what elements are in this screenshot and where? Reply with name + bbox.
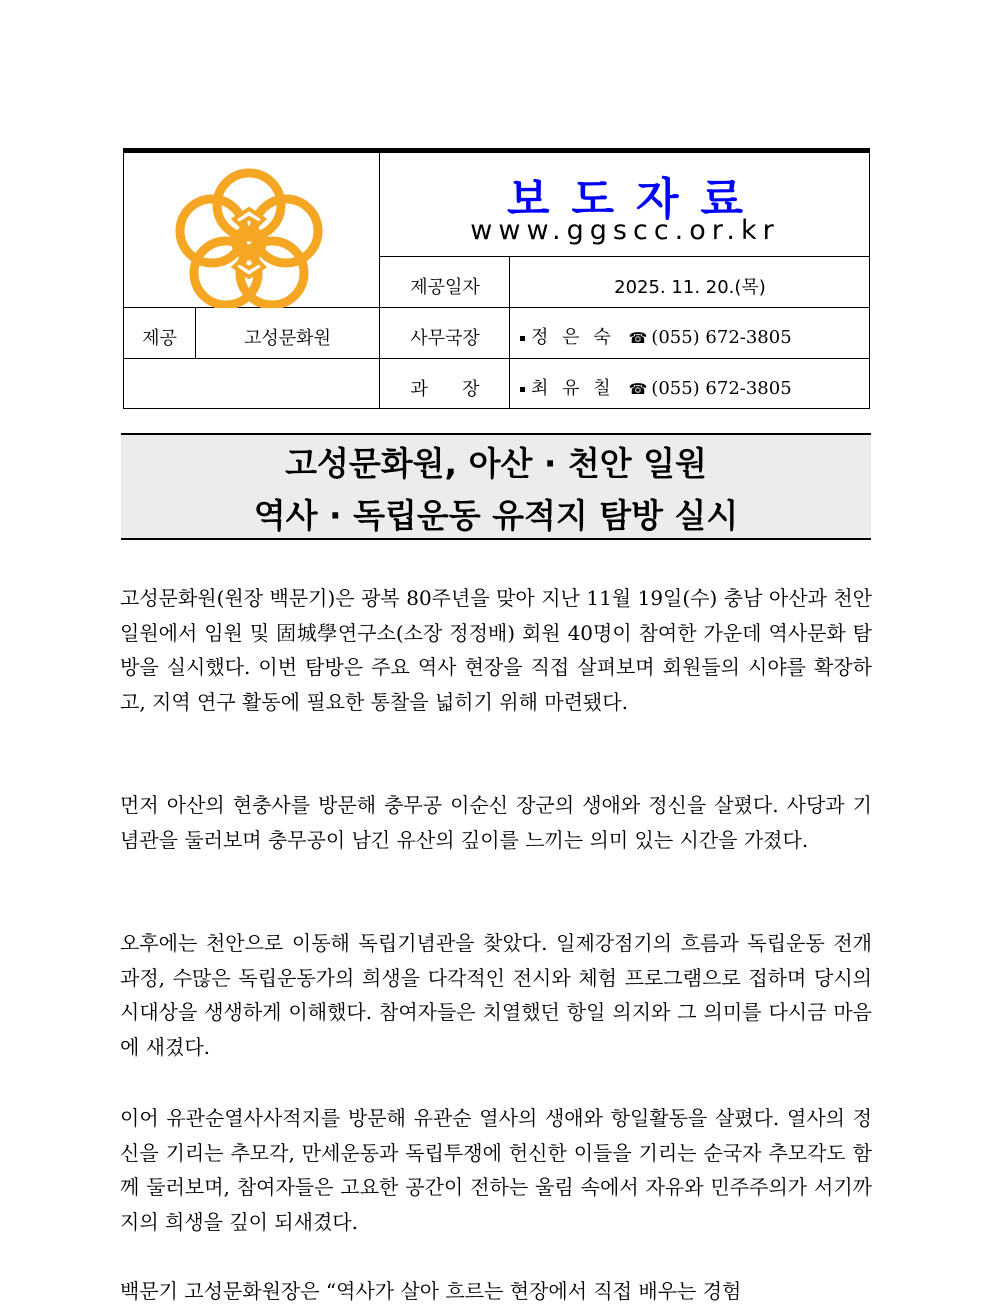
bullet-square-icon bbox=[520, 387, 525, 392]
contact-phone-1: (055) 672-3805 bbox=[651, 327, 792, 348]
paragraph-1: 고성문화원(원장 백문기)은 광복 80주년을 맞아 지난 11월 19일(수) 충남 아산과 천안 일원에서 임원 및 固城學연구소(소장 정정배) 회원 40명이 참여한 가운데 역사문화 탐방을 실시했다. 이번 탐방은 주요 역사 현장을 직접 살펴보며 회원들의 시야를 확장하고, 지역 연구 활동에 필요한 통찰을 넓히기 위해 마련됐다. bbox=[120, 586, 872, 714]
paragraph-4: 이어 유관순열사사적지를 방문해 유관순 열사의 생애와 항일활동을 살폈다. 열사의 정신을 기리는 추모각, 만세운동과 독립투쟁에 헌신한 이들을 기리는 순국자 추모각도 함께 둘러보며, 참여자들은 고요한 공간이 전하는 울림 속에서 자유와 민주주의가 서기까지의 희생을 깊이 되새겼다. bbox=[120, 1106, 872, 1234]
phone-icon: ☎ bbox=[628, 380, 648, 398]
headline-line-1: 고성문화원, 아산 · 천안 일원 bbox=[285, 444, 707, 483]
paragraph-2: 먼저 아산의 현충사를 방문해 충무공 이순신 장군의 생애와 정신을 살폈다. 사당과 기념관을 둘러보며 충무공이 남긴 유산의 깊이를 느끼는 의미 있는 시간을 가졌다. bbox=[120, 793, 872, 852]
contact-name-2: 최 유 칠 bbox=[531, 378, 615, 399]
headline-box bbox=[121, 433, 871, 540]
press-header-table bbox=[123, 148, 870, 409]
contact-2 bbox=[520, 374, 792, 400]
date-label: 제공일자 bbox=[410, 277, 480, 298]
contact-phone-2: (055) 672-3805 bbox=[651, 378, 792, 399]
date-value: 2025. 11. 20.(목) bbox=[614, 277, 766, 298]
website-url[interactable]: www.ggscc.or.kr bbox=[470, 215, 780, 246]
press-release-title: 보도자료 bbox=[506, 174, 765, 225]
paragraph-3: 오후에는 천안으로 이동해 독립기념관을 찾았다. 일제강점기의 흐름과 독립운동 전개 과정, 수많은 독립운동가의 희생을 다각적인 전시와 체험 프로그램으로 접하며 당시의 시대상을 생생하게 이해했다. 참여자들은 치열했던 항일 의지와 그 의미를 다시금 마음에 새겼다. bbox=[120, 931, 872, 1059]
bullet-square-icon bbox=[520, 336, 525, 341]
contact-role-1: 사무국장 bbox=[410, 328, 480, 349]
goseong-cultural-center-logo-icon bbox=[174, 163, 324, 308]
contact-1 bbox=[520, 323, 792, 349]
paragraph-5: 백문기 고성문화원장은 “역사가 살아 흐르는 현장에서 직접 배우는 경험 bbox=[120, 1279, 742, 1303]
headline-line-2: 역사 · 독립운동 유적지 탐방 실시 bbox=[253, 496, 739, 535]
phone-icon: ☎ bbox=[628, 329, 648, 347]
provider-label: 제공 bbox=[142, 328, 177, 349]
contact-role-2: 과 장 bbox=[410, 379, 480, 400]
provider-value: 고성문화원 bbox=[244, 328, 331, 349]
contact-name-1: 정 은 숙 bbox=[531, 327, 615, 348]
